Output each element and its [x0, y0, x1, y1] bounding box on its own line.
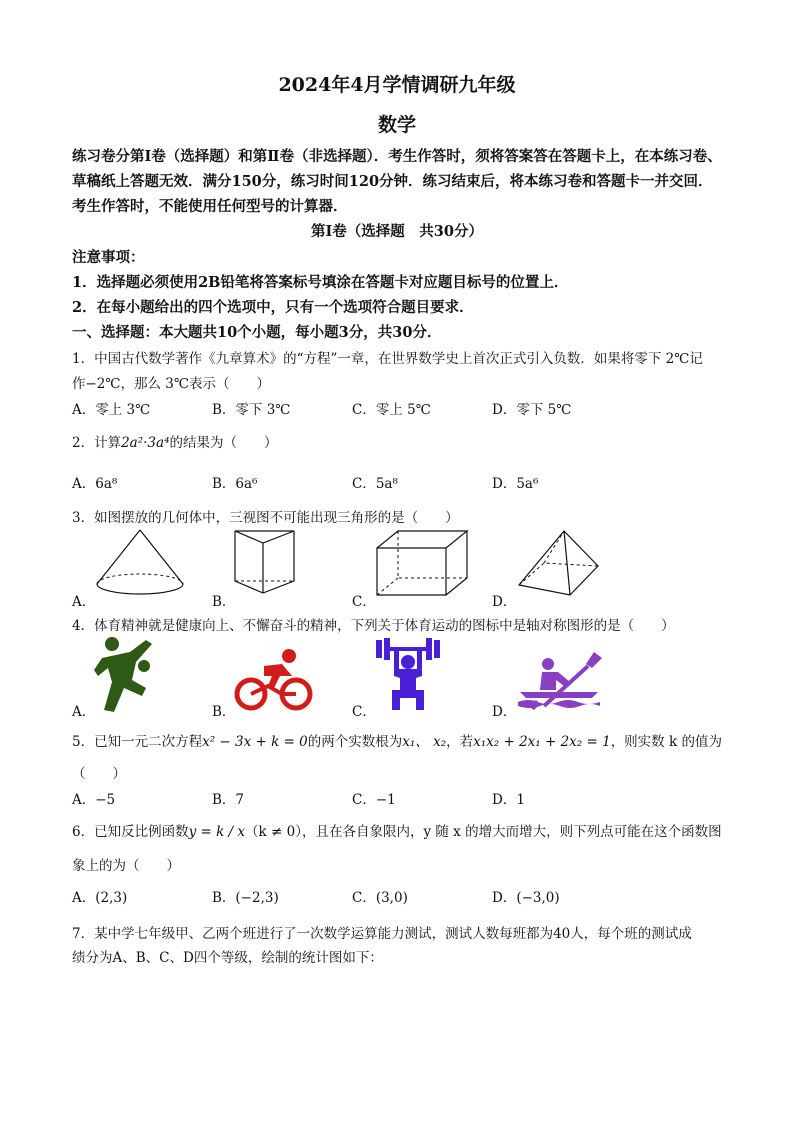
q6-option-b: B．(−2,3) [212, 890, 279, 906]
q2-option-b: B．6a⁶ [212, 476, 258, 492]
q2-option-c: C．5a⁸ [352, 476, 398, 492]
q6-pre: 6．已知反比例函数 [72, 824, 189, 840]
q2-expr: 2a²·3a⁴ [121, 435, 170, 451]
q5-roots: x₁、 x₂ [402, 734, 447, 750]
q5-condition: x₁x₂ + 2x₁ + 2x₂ = 1 [473, 734, 611, 750]
q5-stem [72, 730, 722, 750]
q2-pre: 2．计算 [72, 435, 122, 451]
q1-stem-line2: 作−2℃，那么 3℃表示（ ） [72, 376, 270, 392]
cone-figure [94, 528, 186, 598]
q1-option-b: B．零下 3℃ [212, 402, 291, 418]
q5-option-d: D．1 [492, 792, 525, 808]
q4-stem: 4．体育精神就是健康向上、不懈奋斗的精神，下列关于体育运动的图标中是轴对称图形的是（ ） [72, 618, 675, 634]
q3-option-a: A． [72, 594, 96, 610]
q3-stem: 3．如图摆放的几何体中，三视图不可能出现三角形的是（ ） [72, 510, 459, 526]
q2-option-a: A．6a⁸ [72, 476, 118, 492]
notes-title: 注意事项： [72, 249, 145, 266]
q4-option-a: A． [72, 704, 96, 720]
cyclist-icon [234, 646, 314, 714]
q6-option-c: C．(3,0) [352, 890, 408, 906]
kayaker-icon [514, 650, 604, 712]
q4-option-b: B． [212, 704, 236, 720]
q6-stem [72, 820, 722, 840]
note-2: 2．在每小题给出的四个选项中，只有一个选项符合题目要求． [72, 299, 474, 316]
q4-option-d: D． [492, 704, 517, 720]
q1-stem-line1: 1．中国古代数学著作《九章算术》的“方程”一章，在世界数学史上首次正式引入负数．如果将零下 2℃记 [72, 351, 703, 367]
q4-option-c: C． [352, 704, 376, 720]
q2-stem [72, 431, 277, 451]
triangular-prism-figure [514, 528, 602, 598]
q6-option-a: A．(2,3) [72, 890, 128, 906]
q6-post: ，且在各自象限内，y 随 x 的增大而增大，则下列点可能在这个函数图 [301, 824, 722, 840]
q3-option-c: C． [352, 594, 376, 610]
q7-stem-line2: 绩分为A、B、C、D四个等级，绘制的统计图如下： [72, 950, 383, 966]
q5-post: ，则实数 k 的值为 [610, 734, 722, 750]
prism-figure [232, 528, 296, 596]
q1-option-c: C．零上 5℃ [352, 402, 431, 418]
q6-option-d: D．(−3,0) [492, 890, 560, 906]
q2-post: 的结果为（ ） [169, 435, 278, 451]
q5-mid: 的两个实数根为 [307, 734, 403, 750]
q5-blank: （ ） [72, 766, 126, 782]
q1-option-d: D．零下 5℃ [492, 402, 572, 418]
q3-option-b: B． [212, 594, 236, 610]
q5-option-a: A．−5 [72, 792, 116, 808]
q7-stem-line1: 7．某中学七年级甲、乙两个班进行了一次数学运算能力测试，测试人数每班都为40人，每个班的测试成 [72, 926, 692, 942]
q5-cond-pre: ，若 [446, 734, 474, 750]
page-title: 2024年4月学情调研九年级 [278, 74, 516, 96]
soccer-player-icon [94, 636, 156, 714]
intro-paragraph: 练习卷分第Ⅰ卷（选择题）和第Ⅱ卷（非选择题）．考生作答时，须将答案答在答题卡上，在本练习卷、草稿纸上答题无效．满分150分，练习时间120分钟．练习结束后，将本练习卷和答题卡一并交回．考生作答时，不能使用任何型号的计算器． [72, 148, 722, 215]
cuboid-figure [374, 528, 470, 598]
q5-option-b: B．7 [212, 792, 245, 808]
q6-condition: （k ≠ 0） [245, 824, 302, 840]
q6-stem-line2: 象上的为（ ） [72, 858, 180, 874]
part-heading: 一、选择题：本大题共10个小题，每小题3分，共30分． [72, 324, 442, 341]
note-1: 1．选择题必须使用2B铅笔将答案标号填涂在答题卡对应题目标号的位置上． [72, 274, 569, 291]
subject-title: 数学 [377, 114, 416, 136]
q2-option-d: D．5a⁶ [492, 476, 539, 492]
q5-pre: 5．已知一元二次方程 [72, 734, 203, 750]
q5-equation: x² − 3x + k = 0 [202, 734, 308, 750]
q3-option-d: D． [492, 594, 517, 610]
q6-function: y = k / x [188, 824, 246, 840]
weightlifter-icon [374, 636, 442, 712]
q1-option-a: A．零上 3℃ [72, 402, 151, 418]
section-heading: 第Ⅰ卷（选择题 共30分） [311, 223, 483, 240]
q5-option-c: C．−1 [352, 792, 396, 808]
